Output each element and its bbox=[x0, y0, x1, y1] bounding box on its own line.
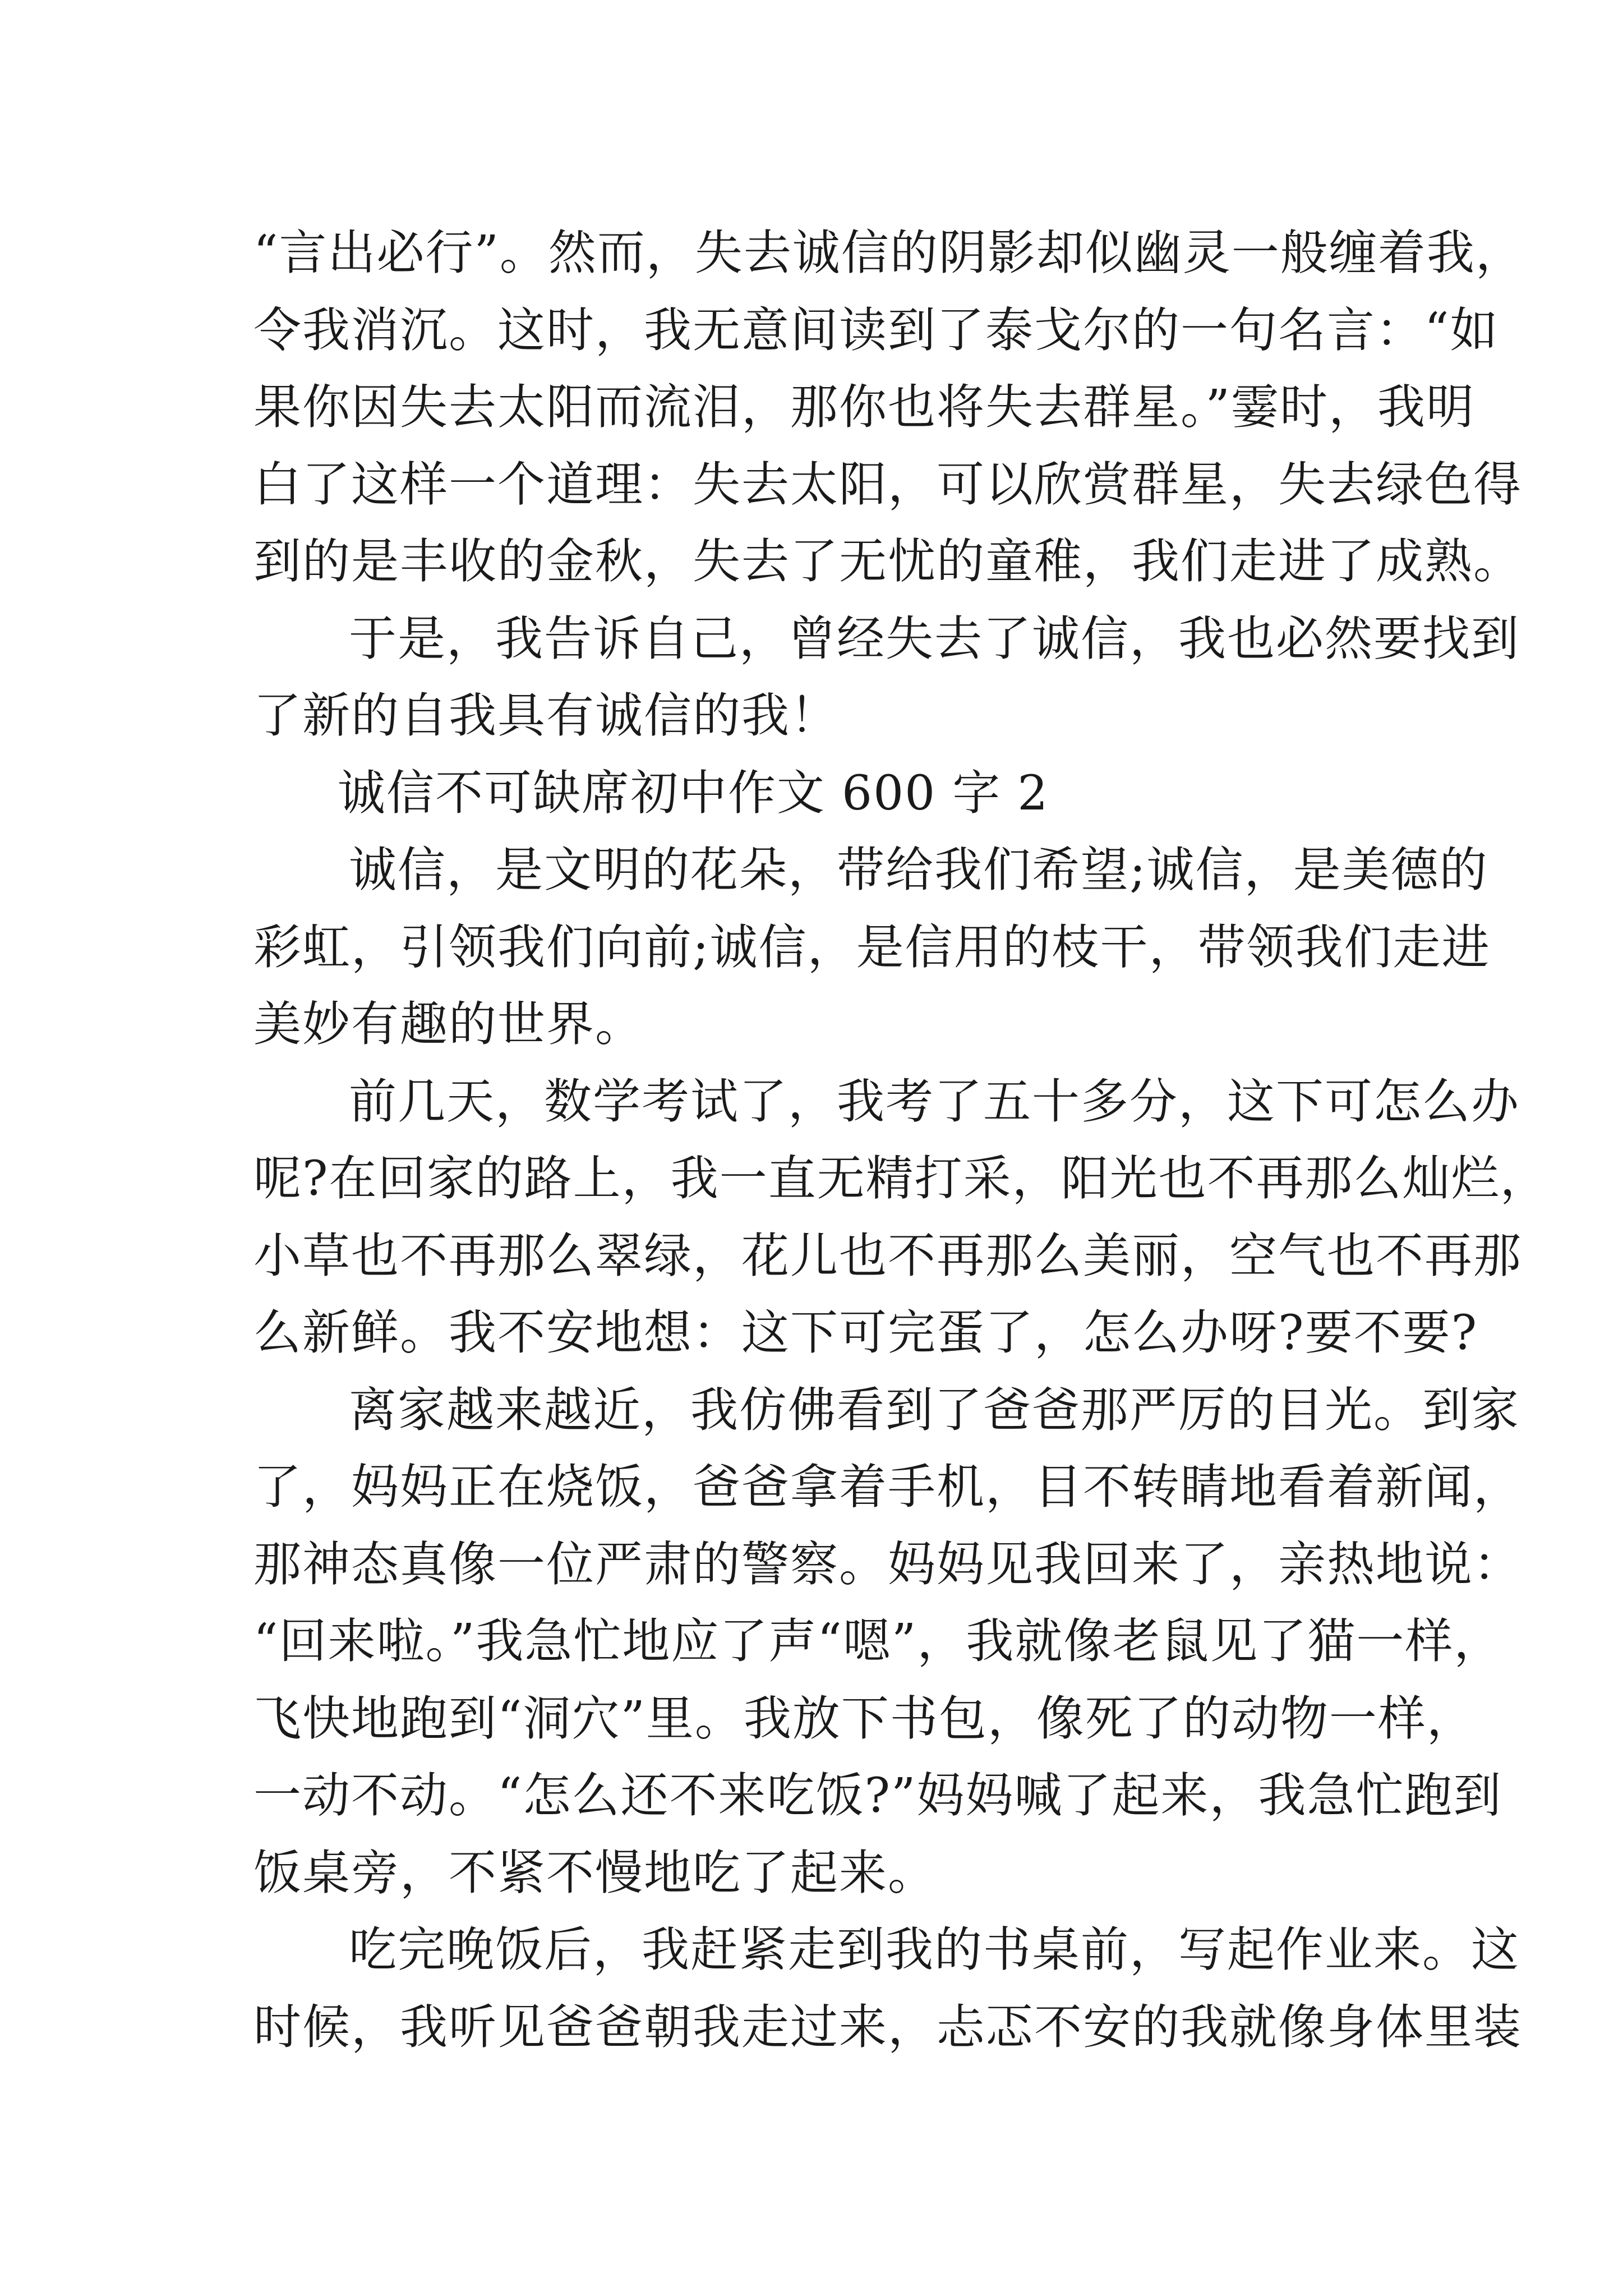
text-line: 那神态真像一位严肃的警察。妈妈见我回来了，亲热地说： bbox=[253, 1536, 1523, 1593]
paragraph-start-line: 前几天，数学考试了，我考了五十多分，这下可怎么办 bbox=[349, 1074, 1520, 1130]
text-line: 飞快地跑到“洞穴”里。我放下书包，像死了的动物一样， bbox=[253, 1691, 1476, 1747]
text-line: 一动不动。“怎么还不来吃饭?”妈妈喊了起来，我急忙跑到 bbox=[253, 1768, 1502, 1824]
paragraph-start-line: 诚信，是文明的花朵，带给我们希望;诚信，是美德的 bbox=[349, 843, 1488, 898]
text-line: 么新鲜。我不安地想：这下可完蛋了，怎么办呀?要不要? bbox=[253, 1305, 1478, 1361]
paragraph-start-line: 吃完晚饭后，我赶紧走到我的书桌前，写起作业来。这 bbox=[349, 1922, 1520, 1978]
text-line: 白了这样一个道理：失去太阳，可以欣赏群星，失去绿色得 bbox=[253, 457, 1523, 513]
paragraph-start-line: 于是，我告诉自己，曾经失去了诚信，我也必然要找到 bbox=[349, 611, 1520, 667]
text-line: 了，妈妈正在烧饭，爸爸拿着手机，目不转睛地看着新闻， bbox=[253, 1460, 1523, 1515]
text-line: “言出必行”。然而，失去诚信的阴影却似幽灵一般缠着我， bbox=[253, 226, 1524, 281]
section-heading: 诚信不可缺席初中作文 600 字 2 bbox=[338, 765, 1049, 821]
text-line: 饭桌旁，不紧不慢地吃了起来。 bbox=[253, 1845, 937, 1901]
text-line: 果你因失去太阳而流泪，那你也将失去群星。”霎时，我明 bbox=[253, 380, 1475, 435]
text-line: 时候，我听见爸爸朝我走过来，忐忑不安的我就像身体里装 bbox=[253, 1999, 1523, 2055]
essay-body bbox=[253, 215, 1549, 2066]
text-line: 彩虹，引领我们向前;诚信，是信用的枝干，带领我们走进 bbox=[253, 919, 1491, 976]
text-line: 到的是丰收的金秋，失去了无忧的童稚，我们走进了成熟。 bbox=[253, 534, 1523, 590]
paragraph-start-line: 离家越来越近，我仿佛看到了爸爸那严厉的目光。到家 bbox=[349, 1382, 1520, 1438]
text-line: “回来啦。”我急忙地应了声“嗯”，我就像老鼠见了猫一样， bbox=[253, 1614, 1503, 1669]
text-line: 了新的自我具有诚信的我！ bbox=[253, 688, 840, 744]
text-line: 美妙有趣的世界。 bbox=[253, 997, 644, 1052]
text-line: 令我消沉。这时，我无意间读到了泰戈尔的一句名言：“如 bbox=[253, 302, 1499, 358]
text-line: 小草也不再那么翠绿，花儿也不再那么美丽，空气也不再那 bbox=[253, 1228, 1523, 1284]
text-line: 呢?在回家的路上，我一直无精打采，阳光也不再那么灿烂， bbox=[253, 1151, 1549, 1207]
